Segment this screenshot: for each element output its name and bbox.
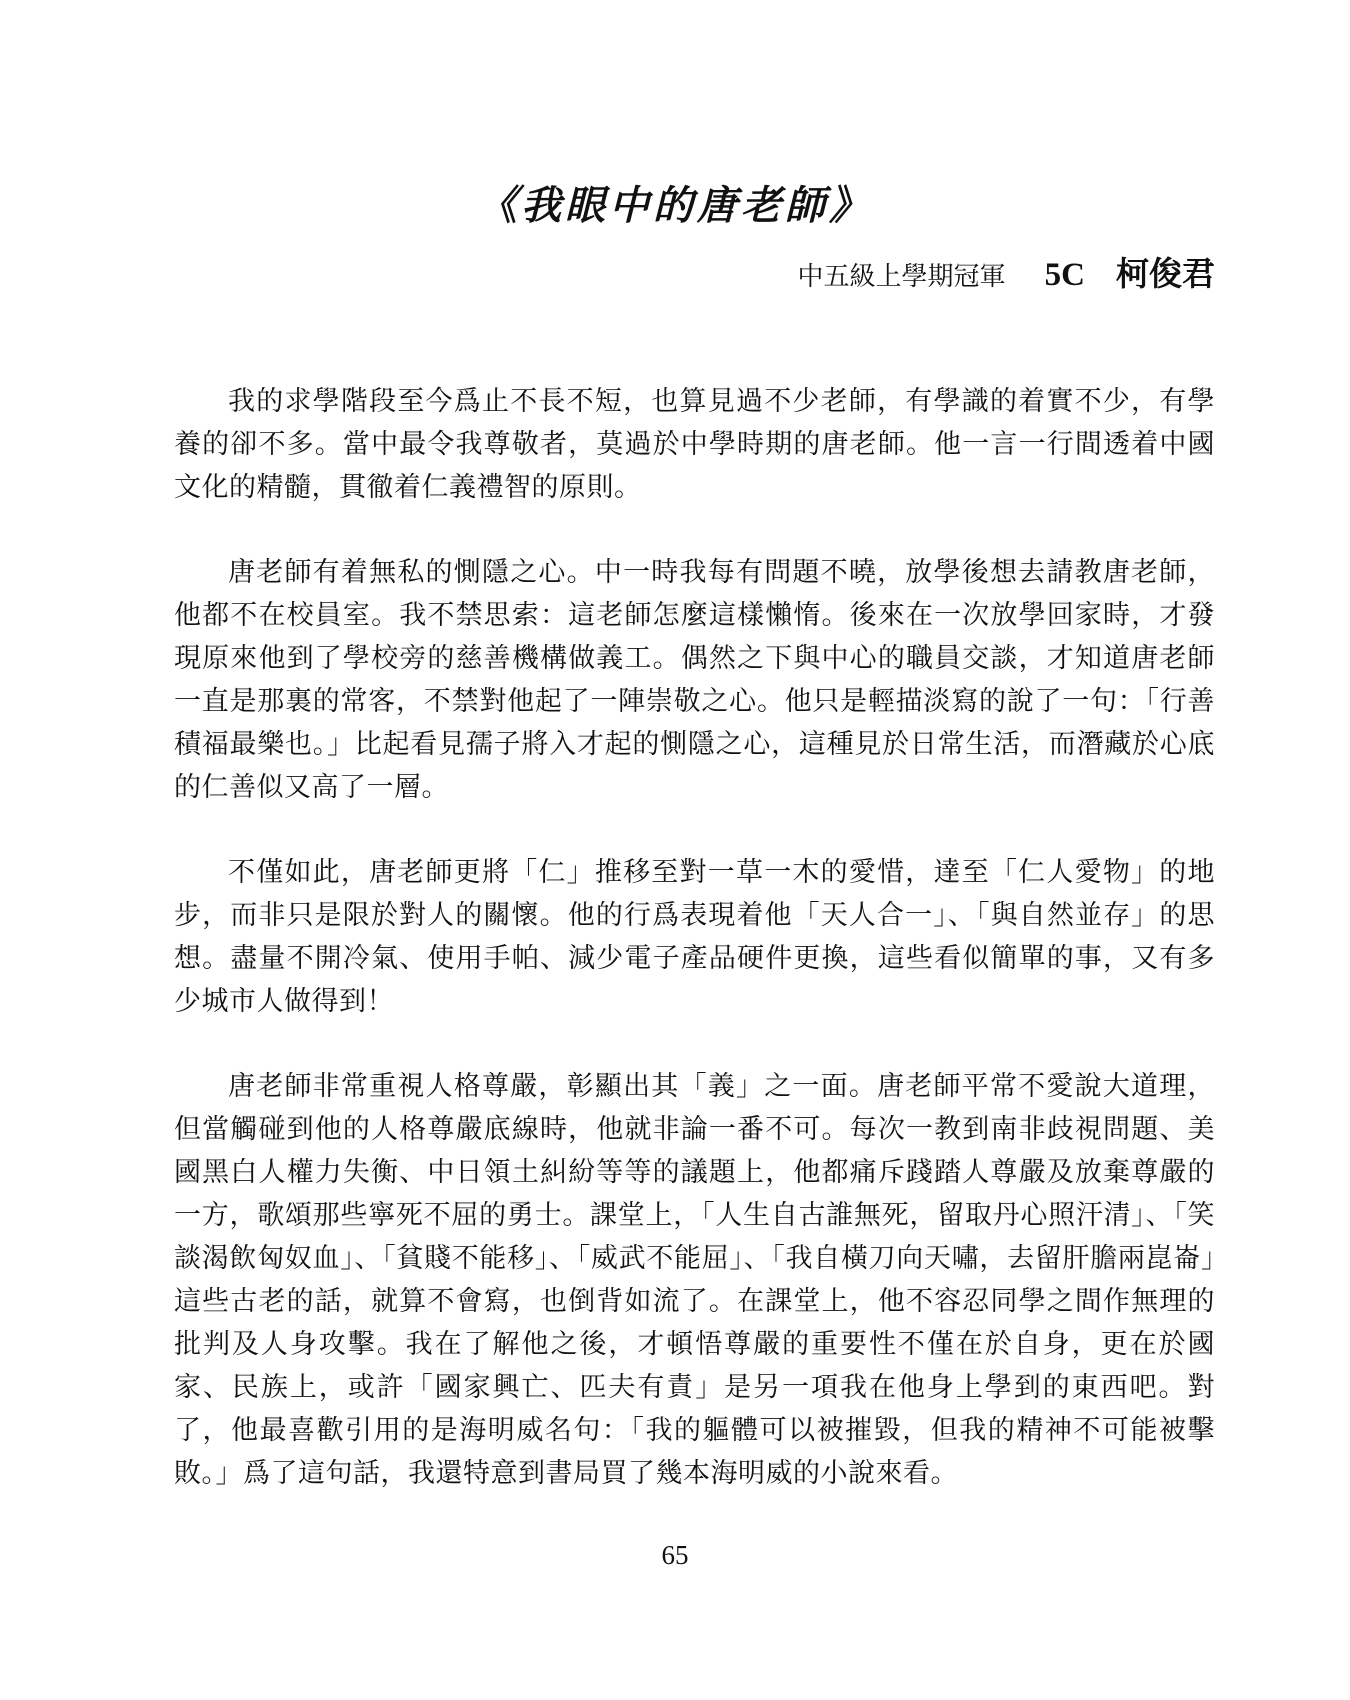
paragraph-2: 唐老師有着無私的惻隱之心。中一時我每有問題不曉，放學後想去請教唐老師，他都不在校員室。我不禁思索：這老師怎麼這樣懶惰。後來在一次放學回家時，才發現原來他到了學校旁的慈善機構做義工。偶然之下與中心的職員交談，才知道唐老師一直是那裏的常客，不禁對他起了一陣崇敬之心。他只是輕描淡寫的說了一句：「行善積福最樂也。」比起看見孺子將入才起的惻隱之心，這種見於日常生活，而潛藏於心底的仁善似又高了一層。 [174, 557, 1215, 803]
byline [797, 252, 1215, 302]
paragraph-1: 我的求學階段至今爲止不長不短，也算見過不少老師，有學識的着實不少，有學養的卻不多。當中最令我尊敬者，莫過於中學時期的唐老師。他一言一行間透着中國文化的精髓，貫徹着仁義禮智的原則。 [174, 386, 1215, 503]
article-title: 《我眼中的唐老師》 [477, 182, 873, 229]
paragraph-4: 唐老師非常重視人格尊嚴，彰顯出其「義」之一面。唐老師平常不愛說大道理，但當觸碰到他的人格尊嚴底線時，他就非論一番不可。每次一教到南非歧視問題、美國黑白人權力失衡、中日領土糾紛等等的議題上，他都痛斥踐踏人尊嚴及放棄尊嚴的一方，歌頌那些寧死不屈的勇士。課堂上，「人生自古誰無死，留取丹心照汗清」、「笑談渴飲匈奴血」、「貧賤不能移」、「威武不能屈」、「我自橫刀向天嘯，去留肝膽兩崑崙」這些古老的話，就算不會寫，也倒背如流了。在課堂上，他不容忍同學之間作無理的批判及人身攻擊。我在了解他之後，才頓悟尊嚴的重要性不僅在於自身，更在於國家、民族上，或許「國家興亡、匹夫有責」是另一項我在他身上學到的東西吧。對了，他最喜歡引用的是海明威名句：「我的軀體可以被摧毀，但我的精神不可能被擊敗。」爲了這句話，我還特意到書局買了幾本海明威的小說來看。 [174, 1071, 1215, 1489]
paragraph-3: 不僅如此，唐老師更將「仁」推移至對一草一木的愛惜，達至「仁人愛物」的地步，而非只是限於對人的關懷。他的行爲表現着他「天人合一」、「與自然並存」的思想。盡量不開冷氣、使用手帕、減少電子產品硬件更換，這些看似簡單的事，又有多少城市人做得到！ [174, 857, 1215, 1017]
award-label: 中五級上學期冠軍 [797, 262, 1006, 292]
article-body [174, 380, 1215, 1537]
class-label: 5C [1044, 257, 1085, 293]
page-number: 65 [661, 1540, 689, 1570]
author-name: 柯俊君 [1116, 254, 1215, 293]
